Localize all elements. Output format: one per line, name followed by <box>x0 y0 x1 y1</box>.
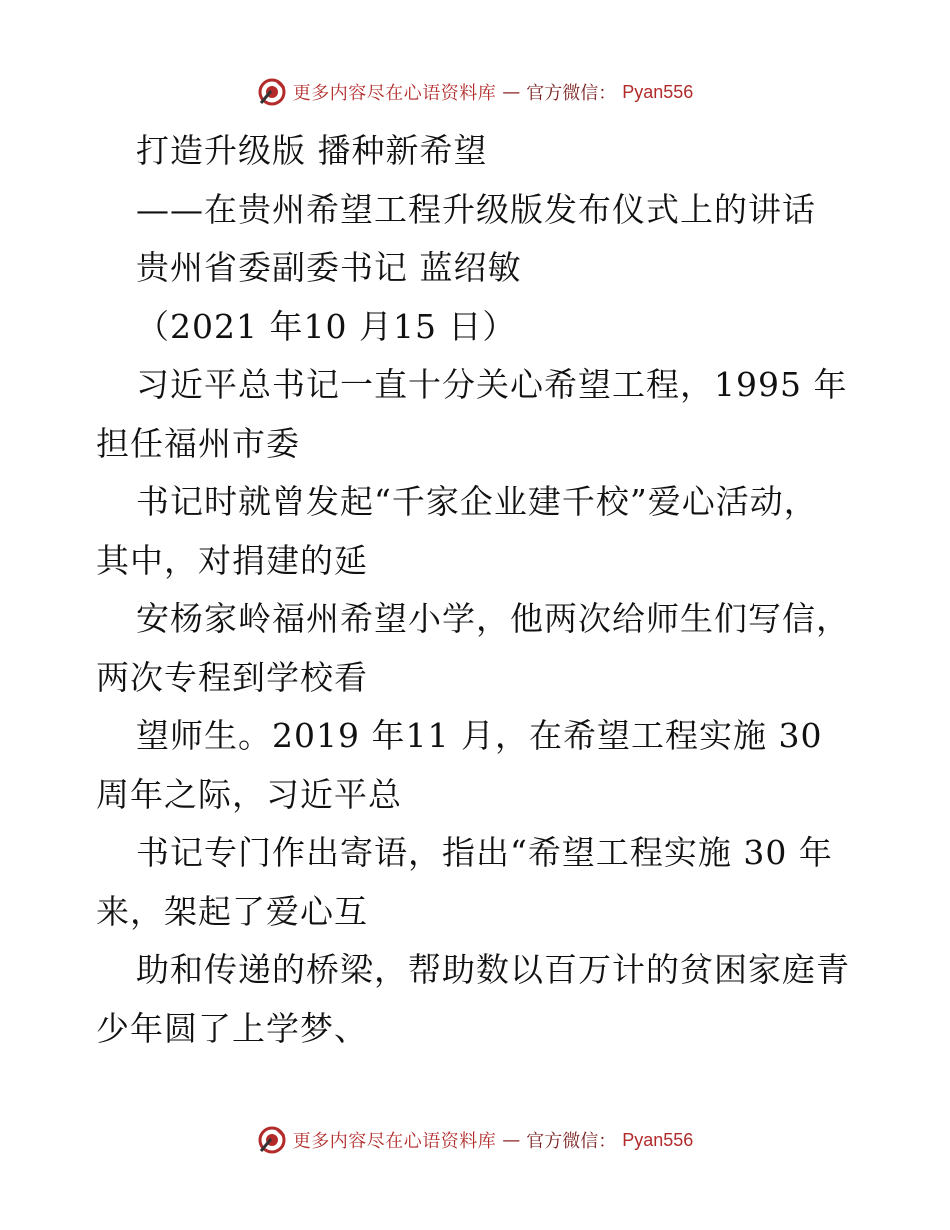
watermark-wechat-id: Pyan556 <box>622 81 694 102</box>
watermark-separator: — <box>502 1129 521 1151</box>
paragraph-line: 书记专门作出寄语，指出“希望工程实施 30 年 <box>136 833 833 872</box>
pen-circle-logo-icon <box>257 1125 287 1155</box>
paragraph-line: 担任福州市委 <box>96 423 300 463</box>
paragraph-line: 书记时就曾发起“千家企业建千校”爱心活动， <box>136 482 818 521</box>
paragraph-line: 其中，对捐建的延 <box>96 540 368 580</box>
document-body <box>96 122 866 1058</box>
watermark-site-text: 更多内容尽在心语资料库 <box>292 83 497 104</box>
paragraph-line: 两次专程到学校看 <box>96 657 368 697</box>
paragraph-line: 助和传递的桥梁，帮助数以百万计的贫困家庭青 <box>136 950 850 989</box>
document-subtitle: ——在贵州希望工程升级版发布仪式上的讲话 <box>136 189 816 229</box>
paragraph-line: 周年之际，习近平总 <box>96 774 402 814</box>
watermark-wechat-label: 官方微信： <box>526 83 617 104</box>
paragraph-line: 习近平总书记一直十分关心希望工程，1995 年 <box>136 365 848 404</box>
watermark-site-text: 更多内容尽在心语资料库 <box>292 1131 497 1152</box>
document-author: 贵州省委副委书记 蓝绍敏 <box>136 248 522 287</box>
paragraph-line: 安杨家岭福州希望小学，他两次给师生们写信， <box>136 599 850 638</box>
watermark-separator: — <box>502 81 521 103</box>
document-title: 打造升级版 播种新希望 <box>136 131 488 170</box>
pen-circle-logo-icon <box>257 77 287 107</box>
footer-watermark <box>0 1120 950 1160</box>
paragraph-line: 望师生。2019 年11 月，在希望工程实施 30 <box>136 716 823 755</box>
document-date: （2021 年10 月15 日） <box>136 306 517 346</box>
watermark-wechat-id: Pyan556 <box>622 1129 694 1150</box>
watermark-wechat-label: 官方微信： <box>526 1131 617 1152</box>
paragraph-line: 来，架起了爱心互 <box>96 891 368 931</box>
paragraph-line: 少年圆了上学梦、 <box>96 1008 368 1048</box>
header-watermark <box>0 72 950 112</box>
